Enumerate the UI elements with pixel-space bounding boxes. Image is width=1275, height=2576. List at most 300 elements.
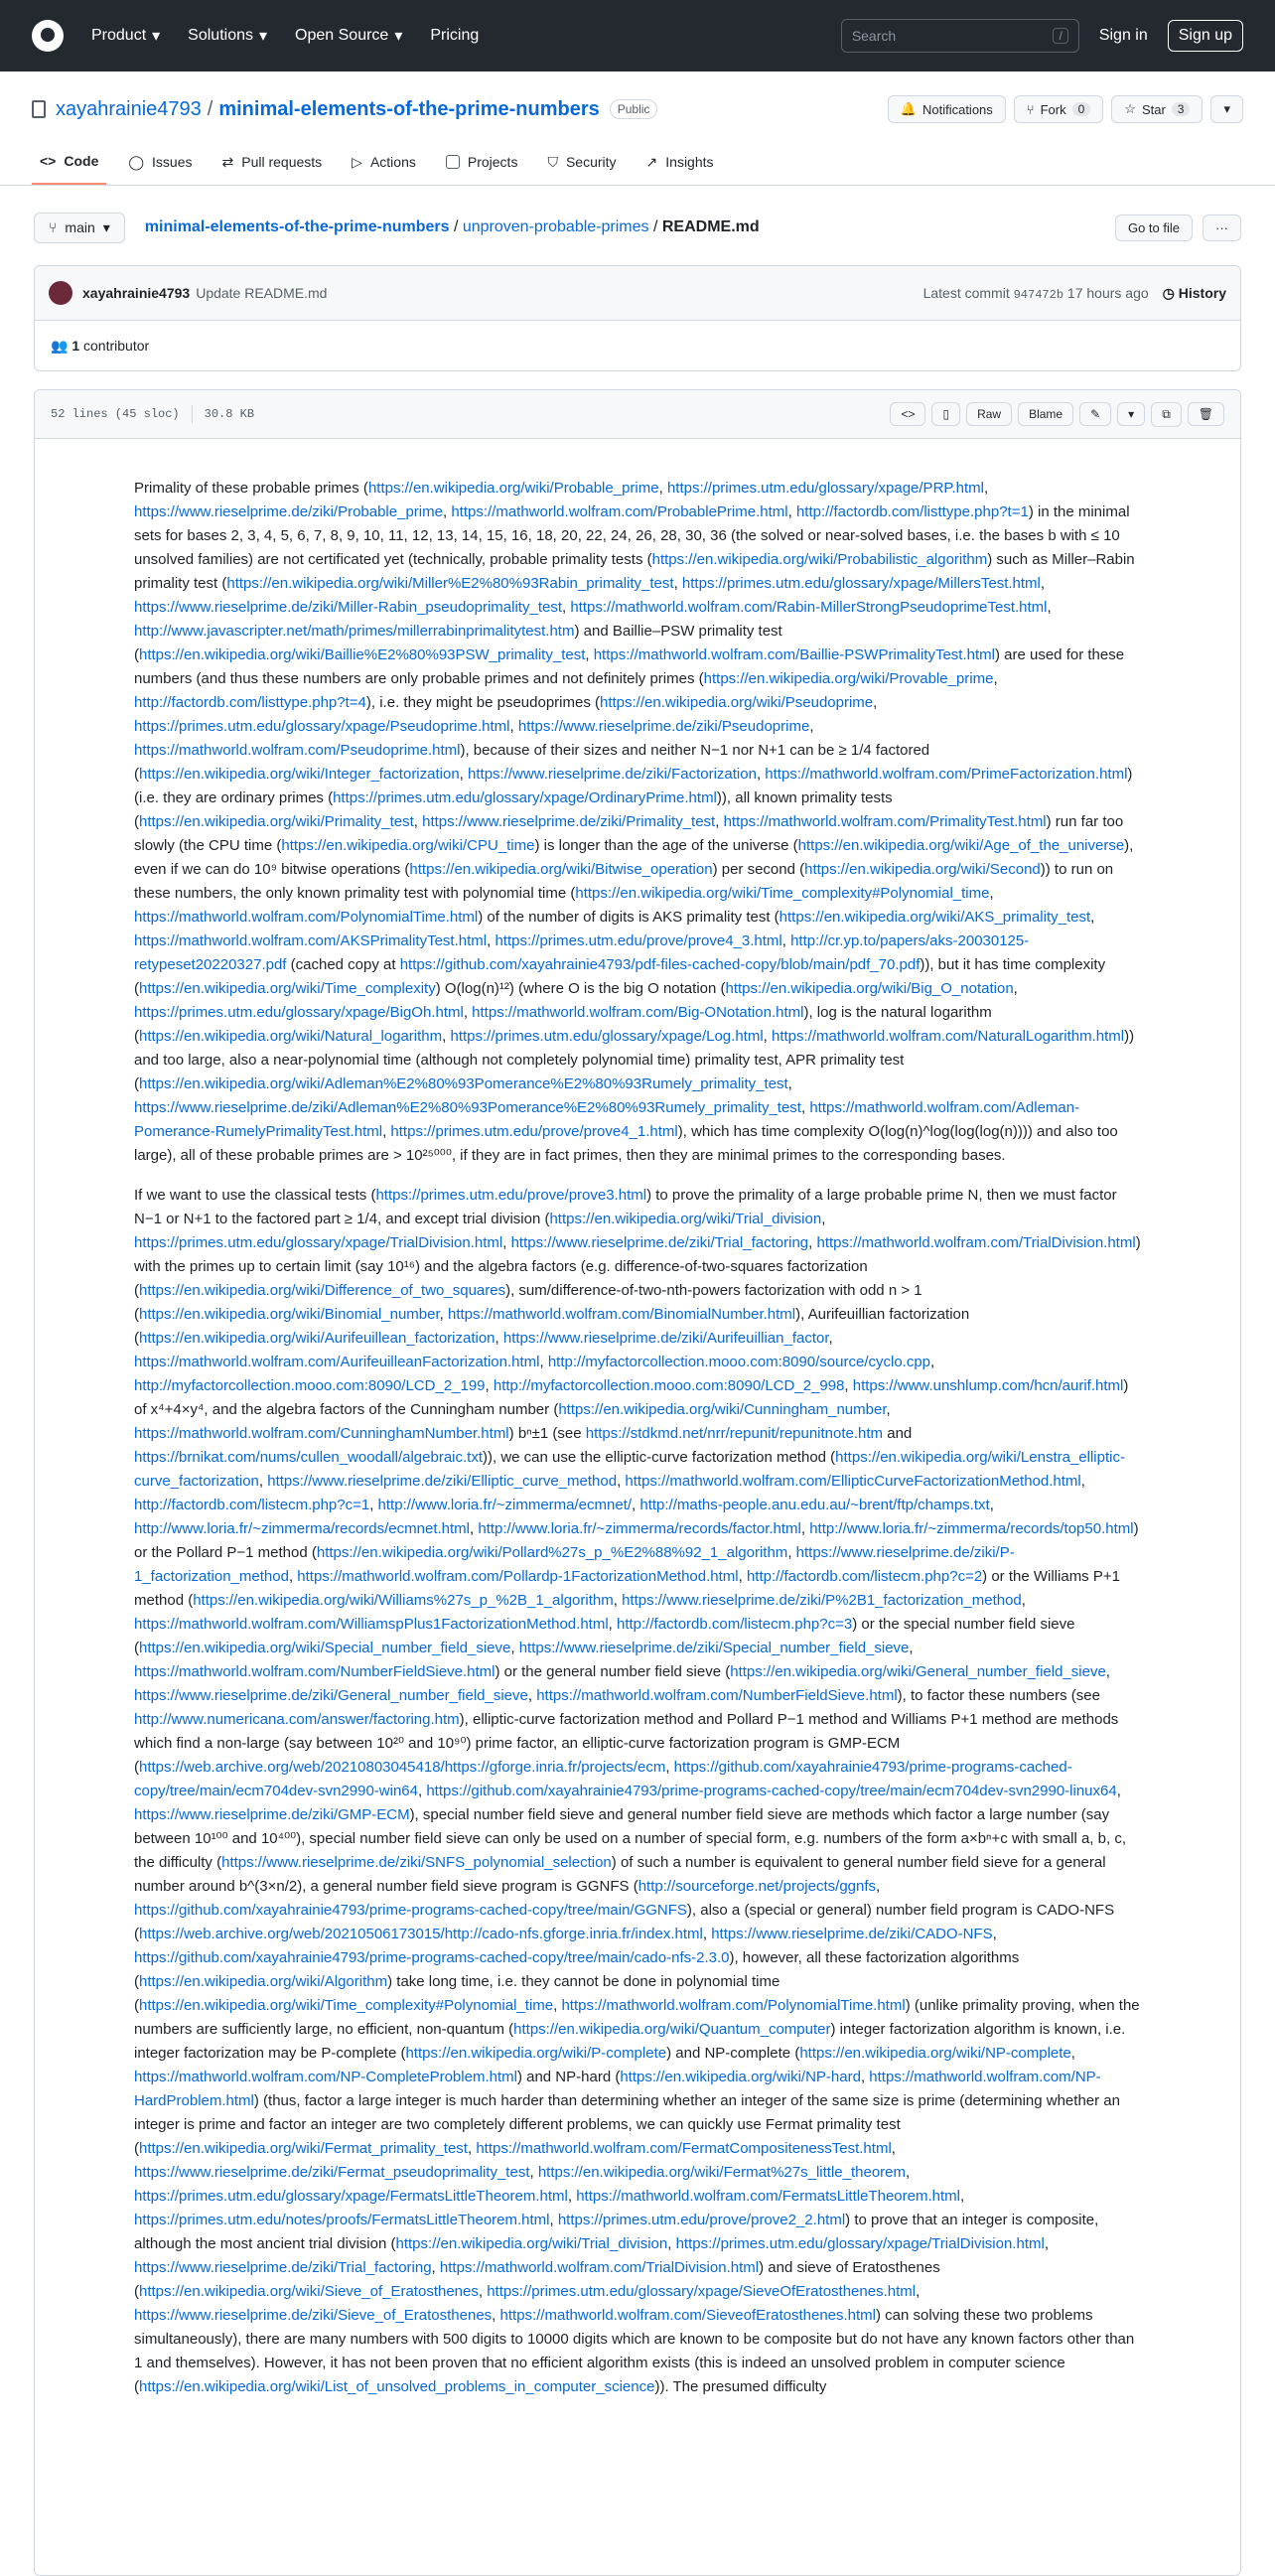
readme-link[interactable]: http://factordb.com/listecm.php?c=1 [134,1497,370,1513]
readme-text: ), elliptic-curve factorization method and Pollard P−1 method and Williams P+1 method are methods which find a non-large (say between 10²⁰ and 10⁹⁰) prime factor, an elliptic-curve factorization program is GMP-ECM ( [134,1711,1119,1776]
readme-text: , [989,1497,994,1513]
readme-text: ) take long time, i.e. they cannot be done in polynomial time ( [134,1973,780,2014]
readme-link[interactable]: http://myfactorcollection.mooo.com:8090/source/cyclo.cpp [547,1354,931,1370]
readme-link[interactable]: https://en.wikipedia.org/wiki/Natural_logarithm [139,1028,443,1045]
readme-link[interactable]: https://www.rieselprime.de/ziki/Fermat_pseudoprimality_test [134,2164,530,2181]
table-icon [446,155,460,169]
history-button[interactable] [1163,285,1226,302]
readme-text: , [1040,575,1046,592]
commit-author[interactable]: xayahrainie4793 [82,285,191,301]
readme-text: , [756,766,766,783]
readme-link[interactable]: https://www.rieselprime.de/ziki/SNFS_polynomial_selection [221,1854,612,1871]
readme-link[interactable]: https://en.wikipedia.org/wiki/Age_of_the_universe [797,837,1125,854]
tab-insights-label: Insights [665,154,714,170]
readme-link[interactable]: https://primes.utm.edu/glossary/xpage/TrialDivision.html [675,2235,1045,2252]
readme-text: ) integer factorization algorithm is known, i.e. integer factorization may be P-complete ( [134,2021,1126,2062]
divider [192,405,193,423]
readme-link[interactable]: https://mathworld.wolfram.com/NP-HardProblem.html [134,2069,1101,2109]
search-input[interactable] [841,19,1079,53]
commit-sha[interactable]: 947472b [1013,287,1064,302]
readme-text: , [886,1401,891,1418]
readme-link[interactable]: https://primes.utm.edu/notes/proofs/FermatsLittleTheorem.html [134,2212,550,2228]
readme-link[interactable]: https://www.rieselprime.de/ziki/Adleman%E2%80%93Pomerance%E2%80%93Rumely_primality_test [134,1099,801,1116]
commit-message[interactable]: Update README.md [196,285,328,301]
breadcrumb-separator: / [449,218,463,235]
readme-link[interactable]: https://mathworld.wolfram.com/NaturalLogarithm.html [772,1028,1125,1045]
readme-link[interactable]: https://www.rieselprime.de/ziki/Primality_test [422,813,716,830]
contributors-row [35,321,1240,370]
readme-link[interactable]: http://myfactorcollection.mooo.com:8090/LCD_2_199 [134,1377,486,1394]
readme-link[interactable]: https://en.wikipedia.org/wiki/Binomial_number [139,1306,440,1323]
readme-link[interactable]: https://en.wikipedia.org/wiki/Big_O_notation [725,980,1014,997]
readme-link[interactable]: https://www.rieselprime.de/ziki/P%2B1_factorization_method [622,1592,1022,1609]
more-options-button[interactable]: ··· [1203,215,1241,241]
readme-link[interactable]: https://mathworld.wolfram.com/FermatsLittleTheorem.html [576,2188,960,2205]
readme-link[interactable]: https://en.wikipedia.org/wiki/Time_complexity#Polynomial_time [139,1997,554,2014]
fork-button[interactable] [1014,95,1104,123]
readme-link[interactable]: https://en.wikipedia.org/wiki/Trial_division [549,1211,822,1227]
readme-text: , [617,1473,626,1490]
fork-label: Fork [1040,101,1066,117]
readme-link[interactable]: https://mathworld.wolfram.com/PolynomialTime.html [561,1997,906,2014]
readme-link[interactable]: https://mathworld.wolfram.com/TrialDivision.html [816,1234,1136,1251]
star-dropdown-button[interactable] [1210,95,1243,123]
readme-link[interactable]: https://github.com/xayahrainie4793/prime-programs-cached-copy/tree/main/cado-nfs-2.3.0 [134,1949,730,1966]
readme-text: , [1080,1473,1085,1490]
nav-open-source[interactable] [295,26,402,46]
readme-link[interactable]: https://stdkmd.net/nrr/repunit/repunitnote.htm [585,1425,884,1442]
repo-actions [888,95,1243,123]
readme-text: ) of such a number is equivalent to general number field sieve for a general number around b^(3×n/2), a general number field sieve program is GGNFS ( [134,1854,1106,1895]
tab-pull-requests-label: Pull requests [241,154,323,170]
readme-link[interactable]: https://en.wikipedia.org/wiki/Adleman%E2%80%93Pomerance%E2%80%93Rumely_primality_test [139,1075,788,1092]
readme-link[interactable]: https://mathworld.wolfram.com/BinomialNumber.html [448,1306,796,1323]
raw-button[interactable]: Raw [966,402,1012,426]
readme-text: ) to prove the primality of a large probable prime N, then we must factor N−1 or N+1 to the factored part ≥ 1/4, and except trial division ( [134,1187,1117,1227]
readme-text: , [738,1568,747,1585]
readme-link[interactable]: https://en.wikipedia.org/wiki/Probabilistic_algorithm [651,551,988,568]
readme-link[interactable]: https://en.wikipedia.org/wiki/P-complete [405,2045,667,2062]
readme-link[interactable]: http://www.javascripter.net/math/primes/millerrabinprimalitytest.htm [134,623,575,640]
fork-icon: ⑂ [1026,101,1035,117]
sign-in-link[interactable]: Sign in [1098,27,1148,44]
readme-link[interactable]: https://mathworld.wolfram.com/PrimeFactorization.html [765,766,1128,783]
readme-link[interactable]: https://en.wikipedia.org/wiki/Algorithm [139,1973,388,1990]
avatar[interactable] [49,281,72,305]
readme-text: , [993,670,998,687]
readme-text: , [667,2235,676,2252]
readme-link[interactable]: https://github.com/xayahrainie4793/prime-programs-cached-copy/tree/main/ecm704dev-svn2990-linux64 [426,1783,1117,1799]
commit-box [34,265,1241,371]
readme-text: , [876,1878,881,1895]
readme-link[interactable]: https://mathworld.wolfram.com/ProbablePrime.html [451,503,788,520]
repo-name-link[interactable]: minimal-elements-of-the-prime-numbers [218,97,600,120]
readme-link[interactable]: https://brnikat.com/nums/cullen_woodall/algebraic.txt [134,1449,484,1466]
tab-pull-requests[interactable] [214,143,331,185]
readme-link[interactable]: https://primes.utm.edu/glossary/xpage/MillersTest.html [681,575,1041,592]
readme-link[interactable]: https://primes.utm.edu/glossary/xpage/FermatsLittleTheorem.html [134,2188,568,2205]
readme-link[interactable]: https://en.wikipedia.org/wiki/Miller%E2%80%93Rabin_primality_test [226,575,674,592]
readme-text: , [808,1234,817,1251]
readme-text: ), Aurifeuillian factorization ( [134,1306,970,1347]
readme-link[interactable]: https://www.rieselprime.de/ziki/Trial_factoring [134,2259,432,2276]
readme-link[interactable]: https://en.wikipedia.org/wiki/Provable_prime [703,670,994,687]
readme-link[interactable]: https://www.rieselprime.de/ziki/Aurifeuillian_factor [502,1330,829,1347]
latest-commit-info [923,285,1149,302]
file-icon: ▯ [942,407,950,421]
readme-text: , [781,932,791,949]
history-label: History [1178,284,1226,301]
readme-text: , [492,2307,500,2324]
tab-insights[interactable] [638,143,722,185]
preview-button[interactable] [931,402,960,426]
readme-text: , [382,1123,391,1140]
readme-text: ) or the Williams P+1 method ( [134,1568,1120,1609]
readme-link[interactable]: https://en.wikipedia.org/wiki/Integer_factorization [139,766,460,783]
readme-link[interactable]: https://www.unshlump.com/hcn/aurif.html [852,1377,1124,1394]
readme-link[interactable]: https://en.wikipedia.org/wiki/Second [804,861,1041,878]
readme-text: ), i.e. they might be pseudoprimes ( [365,694,600,711]
readme-link[interactable]: https://www.rieselprime.de/ziki/General_number_field_sieve [134,1687,528,1704]
readme-link[interactable]: https://web.archive.org/web/20210803045418/https://gforge.inria.fr/projects/ecm [139,1759,666,1776]
readme-text: , [510,1640,519,1656]
readme-text: , [418,1783,427,1799]
readme-link[interactable]: https://primes.utm.edu/prove/prove4_1.html [390,1123,678,1140]
readme-text: )), we can use the elliptic-curve factorization method ( [483,1449,836,1466]
readme-text: , [673,575,682,592]
readme-text: , [891,2140,896,2157]
readme-link[interactable]: https://www.rieselprime.de/ziki/Sieve_of_Eratosthenes [134,2307,493,2324]
nav-open-source-label: Open Source [295,27,389,44]
edit-button[interactable] [1079,402,1111,426]
readme-link[interactable]: https://www.rieselprime.de/ziki/GMP-ECM [134,1806,410,1823]
pull-request-icon: ⇄ [221,153,234,170]
readme-text: )) to run on these numbers, the only known primality test with polynomial time ( [134,861,1114,902]
readme-link[interactable]: https://en.wikipedia.org/wiki/Cunningham_number [558,1401,887,1418]
star-icon: ☆ [1124,101,1136,116]
readme-text: , [463,1004,473,1021]
readme-link[interactable]: https://mathworld.wolfram.com/EllipticCurveFactorizationMethod.html [625,1473,1081,1490]
readme-link[interactable]: https://primes.utm.edu/glossary/xpage/PRP.html [666,480,984,497]
readme-link[interactable]: https://en.wikipedia.org/wiki/AKS_primality_test [779,909,1091,926]
readme-link[interactable]: https://en.wikipedia.org/wiki/Time_complexity#Polynomial_time [575,885,990,902]
delete-button[interactable] [1188,402,1224,426]
readme-text: ) with the primes up to certain limit (say 10¹⁶) and the algebra factors (e.g. difference-of-two-squares factorization ( [134,1234,1141,1299]
readme-link[interactable]: https://primes.utm.edu/glossary/xpage/Log.html [450,1028,764,1045]
code-icon: <> [40,153,57,169]
chevron-down-icon: ▾ [1128,407,1135,421]
readme-link[interactable]: https://www.rieselprime.de/ziki/Elliptic_curve_method [267,1473,618,1490]
readme-link[interactable]: https://mathworld.wolfram.com/AurifeuilleanFactorization.html [134,1354,540,1370]
readme-text: , [567,2188,577,2205]
readme-link[interactable]: http://myfactorcollection.mooo.com:8090/LCD_2_998 [493,1377,845,1394]
readme-link[interactable]: https://en.wikipedia.org/wiki/Sieve_of_Eratosthenes [139,2283,479,2300]
readme-link[interactable]: https://en.wikipedia.org/wiki/Time_complexity [139,980,436,997]
readme-link[interactable]: https://mathworld.wolfram.com/PolynomialTime.html [134,909,479,926]
readme-link[interactable]: https://en.wikipedia.org/wiki/Williams%27s_p_%2B_1_algorithm [193,1592,614,1609]
readme-text: , [502,1234,511,1251]
readme-text: , [1070,2045,1075,2062]
readme-text: If we want to use the classical tests ( [134,1187,376,1204]
readme-text: , [1013,980,1018,997]
readme-text: , [787,1075,792,1092]
readme-link[interactable]: https://mathworld.wolfram.com/FermatCompositenessTest.html [476,2140,892,2157]
readme-text: , [1105,1663,1110,1680]
readme-link[interactable]: https://primes.utm.edu/glossary/xpage/OrdinaryPrime.html [333,789,717,806]
copy-button[interactable] [1151,402,1182,427]
readme-text: , [487,932,496,949]
readme-text: ) or the general number field sieve ( [495,1663,731,1680]
chevron-down-icon: ▾ [102,218,110,235]
readme-text: ), because of their sizes and neither N−1 nor N+1 can be ≥ 1/4 factored ( [134,742,930,783]
readme-text: Primality of these probable primes ( [134,480,368,497]
readme-link[interactable]: https://mathworld.wolfram.com/PrimalityTest.html [723,813,1047,830]
readme-link[interactable]: https://mathworld.wolfram.com/AKSPrimalityTest.html [134,932,488,949]
nav-pricing-label: Pricing [430,27,480,44]
search-placeholder: Search [851,28,897,44]
readme-link[interactable]: https://primes.utm.edu/glossary/xpage/SieveOfEratosthenes.html [487,2283,917,2300]
chevron-down-icon: ▾ [259,28,268,45]
readme-link[interactable]: https://mathworld.wolfram.com/CunninghamNumber.html [134,1425,509,1442]
readme-link[interactable]: http://factordb.com/listecm.php?c=2 [746,1568,983,1585]
readme-link[interactable]: https://en.wikipedia.org/wiki/NP-complete [799,2045,1071,2062]
readme-text: ) such as Miller–Rabin primality test ( [134,551,1135,592]
readme-link[interactable]: https://en.wikipedia.org/wiki/Lenstra_elliptic-curve_factorization [134,1449,1125,1490]
latest-commit-row [35,266,1240,321]
readme-link[interactable]: https://primes.utm.edu/prove/prove3.html [375,1187,647,1204]
readme-text: , [258,1473,268,1490]
readme-link[interactable]: https://www.rieselprime.de/ziki/Pseudoprime [517,718,810,735]
readme-text: , [288,1568,298,1585]
readme-text: , [439,1306,448,1323]
readme-link[interactable]: https://mathworld.wolfram.com/Adleman-Pomerance-RumelyPrimalityTest.html [134,1099,1080,1140]
readme-text: , [549,2212,558,2228]
readme-link[interactable]: https://en.wikipedia.org/wiki/Bitwise_operation [409,861,713,878]
nav-product-label: Product [91,27,147,44]
readme-link[interactable]: https://mathworld.wolfram.com/Baillie-PSWPrimalityTest.html [593,646,995,663]
readme-text: ), also a (special or general) number field program is CADO-NFS ( [134,1902,1115,1942]
readme-text: , [431,2259,440,2276]
readme-link[interactable]: http://www.numericana.com/answer/factoring.htm [134,1711,460,1728]
readme-link[interactable]: https://en.wikipedia.org/wiki/Pseudoprime [600,694,874,711]
readme-link[interactable]: http://sourceforge.net/projects/ggnfs [638,1878,877,1895]
readme-link[interactable]: https://en.wikipedia.org/wiki/Baillie%E2%80%93PSW_primality_test [139,646,586,663]
readme-text: , [665,1759,674,1776]
readme-link[interactable]: https://primes.utm.edu/glossary/xpage/BigOh.html [134,1004,464,1021]
readme-link[interactable]: http://cr.yp.to/papers/aks-20030125-retypeset20220327.pdf [134,932,1030,973]
readme-link[interactable]: https://mathworld.wolfram.com/SieveofEratosthenes.html [499,2307,877,2324]
latest-commit-label: Latest commit [922,284,1010,301]
readme-text: , [906,2164,911,2181]
breadcrumb [145,218,760,236]
readme-text: , [1047,599,1052,616]
readme-link[interactable]: https://www.rieselprime.de/ziki/Special_number_field_sieve [518,1640,910,1656]
readme-text: ) of x⁴+4×y⁴, and the algebra factors of the Cunningham number ( [134,1377,1129,1418]
readme-text: , [608,1616,617,1633]
tab-security[interactable] [539,143,624,185]
readme-link[interactable]: https://en.wikipedia.org/wiki/NP-hard [620,2069,861,2085]
readme-link[interactable]: https://en.wikipedia.org/wiki/Difference_of_two_squares [139,1282,506,1299]
readme-link[interactable]: https://en.wikipedia.org/wiki/Special_number_field_sieve [139,1640,511,1656]
readme-link[interactable]: https://github.com/xayahrainie4793/prime-programs-cached-copy/tree/main/ecm704dev-svn2990-win64 [134,1759,1072,1799]
readme-text: ) in the minimal sets for bases 2, 3, 4, 5, 6, 7, 8, 9, 10, 11, 12, 13, 14, 15, 16, 18, 20, 22, 24, 26, 28, 30, 36 (the solved or near-solved bases, i.e. the bases b with ≤ 10 unsolved families) are not certificated yet (technically, probable primality tests ( [134,503,1130,568]
file-viewer [34,389,1241,2576]
readme-text: , [860,2069,870,2085]
readme-text: ), which has time complexity O(log(n)^log(log(log(n)))) and also too large), all of these probable primes are > 10²⁵⁰⁰⁰, if they are in fact primes, then they are minimal primes to the corresponding bases. [134,1123,1118,1164]
readme-text: , [844,1377,853,1394]
readme-text: , [916,2283,921,2300]
tab-code[interactable] [32,143,106,185]
file-header [35,390,1240,439]
readme-link[interactable]: https://mathworld.wolfram.com/Pollardp-1FactorizationMethod.html [297,1568,739,1585]
readme-link[interactable]: https://mathworld.wolfram.com/Pseudoprime.html [134,742,461,759]
readme-link[interactable]: http://www.loria.fr/~zimmerma/records/ecmnet.html [134,1520,471,1537]
readme-text: ), even if we can do 10⁹ bitwise operations ( [134,837,1134,878]
github-logo-icon[interactable] [32,20,64,52]
readme-link[interactable]: https://mathworld.wolfram.com/Rabin-MillerStrongPseudoprimeTest.html [570,599,1048,616]
readme-link[interactable]: https://primes.utm.edu/glossary/xpage/Pseudoprime.html [134,718,510,735]
readme-text: ) (unlike primality proving, when the numbers are sufficiently large, no efficient, non-quantum ( [134,1997,1140,2038]
readme-link[interactable]: https://en.wikipedia.org/wiki/Primality_test [139,813,414,830]
readme-text: ), sum/difference-of-two-nth-powers factorization with odd n > 1 ( [134,1282,922,1323]
file-size: 30.8 KB [204,407,255,421]
readme-link[interactable]: https://primes.utm.edu/prove/prove2_2.html [557,2212,846,2228]
readme-link[interactable]: https://www.rieselprime.de/ziki/P-1_factorization_method [134,1544,1015,1585]
readme-link[interactable]: https://www.rieselprime.de/ziki/Probable_prime [134,503,443,520]
edit-dropdown-button[interactable] [1117,402,1145,426]
readme-link[interactable]: https://mathworld.wolfram.com/TrialDivision.html [439,2259,760,2276]
readme-text: , [485,1377,494,1394]
readme-link[interactable]: http://www.loria.fr/~zimmerma/ecmnet/ [377,1497,633,1513]
tab-projects-label: Projects [467,154,518,170]
readme-text: , [873,694,878,711]
readme-link[interactable]: https://github.com/xayahrainie4793/pdf-files-cached-copy/blob/main/pdf_70.pdf [399,956,921,973]
visibility-badge: Public [610,99,658,119]
contributors-label: contributor [83,338,150,354]
shield-icon: ⛉ [547,153,558,170]
readme-link[interactable]: https://en.wikipedia.org/wiki/Probable_prime [367,480,659,497]
readme-text: , [1021,1592,1026,1609]
readme-link[interactable]: https://en.wikipedia.org/wiki/Fermat_primality_test [139,2140,468,2157]
file-actions [890,402,1224,427]
readme-link[interactable]: http://factordb.com/listecm.php?c=3 [617,1616,853,1633]
readme-text: , [527,1687,537,1704]
repo-tabs [32,143,1243,185]
readme-text: , [509,718,518,735]
blame-button[interactable]: Blame [1018,402,1073,426]
readme-text: , [585,646,594,663]
repo-owner-link[interactable]: xayahrainie4793 [56,97,202,120]
branch-select[interactable] [34,213,125,243]
readme-link[interactable]: https://github.com/xayahrainie4793/prime-programs-cached-copy/tree/main/GGNFS [134,1902,687,1919]
bell-icon: 🔔 [900,101,917,116]
readme-text: , [470,1520,479,1537]
issue-icon: ◯ [128,153,145,170]
tab-projects[interactable] [438,143,526,185]
readme-text: , [992,1926,997,1942]
nav-pricing[interactable] [430,26,479,46]
readme-link[interactable]: https://mathworld.wolfram.com/NumberFieldSieve.html [134,1663,496,1680]
go-to-file-button[interactable]: Go to file [1115,215,1193,241]
tab-code-label: Code [64,153,99,169]
readme-link[interactable]: https://web.archive.org/web/20210506173015/http://cado-nfs.gforge.inria.fr/index.html [139,1926,703,1942]
nav-solutions[interactable] [188,26,267,46]
readme-link[interactable]: http://factordb.com/listtype.php?t=1 [795,503,1029,520]
readme-link[interactable]: https://en.wikipedia.org/wiki/Quantum_computer [513,2021,831,2038]
readme-link[interactable]: https://en.wikipedia.org/wiki/List_of_unsolved_problems_in_computer_science [139,2378,655,2395]
readme-link[interactable]: https://primes.utm.edu/glossary/xpage/TrialDivision.html [134,1234,503,1251]
commit-time: 17 hours ago [1066,284,1149,301]
readme-link[interactable]: http://factordb.com/listtype.php?t=4 [134,694,366,711]
star-button[interactable] [1111,95,1203,123]
readme-text: ) is longer than the age of the universe ( [534,837,798,854]
readme-link[interactable]: https://mathworld.wolfram.com/Big-ONotation.html [472,1004,804,1021]
readme-text: ) are used for these numbers (and thus these numbers are only probable primes and not definitely primes ( [134,646,1125,687]
breadcrumb-dir-link[interactable]: unproven-probable-primes [462,218,649,235]
readme-link[interactable]: https://en.wikipedia.org/wiki/Aurifeuillean_factorization [139,1330,496,1347]
readme-text: , [989,885,994,902]
readme-text: ) of the number of digits is AKS primality test ( [478,909,779,926]
readme-link[interactable]: http://www.loria.fr/~zimmerma/records/top50.html [809,1520,1134,1537]
readme-link[interactable]: https://www.rieselprime.de/ziki/Miller-Rabin_pseudoprimality_test [134,599,562,616]
readme-text: , [632,1497,640,1513]
readme-link[interactable]: https://en.wikipedia.org/wiki/Trial_division [395,2235,668,2252]
tab-actions[interactable] [344,143,424,185]
readme-link[interactable]: https://en.wikipedia.org/wiki/Pollard%27s_p_%E2%88%92_1_algorithm [316,1544,788,1561]
readme-text: ) or the special number field sieve ( [134,1616,1075,1656]
readme-text: (cached copy at [286,956,400,973]
readme-text: , [562,599,571,616]
sign-up-button[interactable]: Sign up [1168,20,1243,52]
readme-text: , [828,1330,833,1347]
readme-text: , [495,1330,503,1347]
chevron-down-icon: ▾ [394,28,403,45]
repo-header [0,72,1275,186]
readme-link[interactable]: https://en.wikipedia.org/wiki/CPU_time [281,837,535,854]
readme-link[interactable]: https://mathworld.wolfram.com/WilliamspPlus1FactorizationMethod.html [134,1616,609,1633]
readme-link[interactable]: https://primes.utm.edu/prove/prove4_3.html [495,932,782,949]
search-shortcut-badge: / [1053,28,1067,44]
readme-paragraph-2 [134,1184,1141,2399]
readme-link[interactable]: https://en.wikipedia.org/wiki/General_number_field_sieve [730,1663,1106,1680]
readme-link[interactable]: https://en.wikipedia.org/wiki/Fermat%27s_little_theorem [537,2164,906,2181]
readme-text: , [715,813,724,830]
readme-text: , [800,1520,810,1537]
readme-link[interactable]: https://mathworld.wolfram.com/NP-CompleteProblem.html [134,2069,517,2085]
readme-text: ) bⁿ±1 (see [508,1425,586,1442]
code-view-button[interactable] [890,402,925,426]
readme-link[interactable]: https://mathworld.wolfram.com/NumberFieldSieve.html [536,1687,898,1704]
breadcrumb-repo-link[interactable]: minimal-elements-of-the-prime-numbers [144,218,450,235]
repo-title [32,89,1243,129]
readme-text: ) and Baillie–PSW primality test ( [134,623,782,663]
nav-product[interactable] [91,26,160,46]
readme-link[interactable]: http://maths-people.anu.edu.au/~brent/ftp/champs.txt [639,1497,990,1513]
readme-link[interactable]: https://www.rieselprime.de/ziki/Trial_factoring [510,1234,809,1251]
readme-link[interactable]: http://www.loria.fr/~zimmerma/records/factor.html [478,1520,801,1537]
tab-issues[interactable] [120,143,200,185]
readme-link[interactable]: https://www.rieselprime.de/ziki/CADO-NFS [711,1926,993,1942]
play-icon: ▷ [352,153,362,170]
readme-link[interactable]: https://www.rieselprime.de/ziki/Factorization [468,766,757,783]
main-content [0,198,1275,2576]
readme-text: )), all known primality tests ( [134,789,893,830]
notifications-button[interactable] [888,95,1006,123]
tab-issues-label: Issues [152,154,193,170]
notifications-label: Notifications [921,101,993,117]
star-count: 3 [1172,102,1191,116]
graph-icon: ↗ [645,153,658,170]
